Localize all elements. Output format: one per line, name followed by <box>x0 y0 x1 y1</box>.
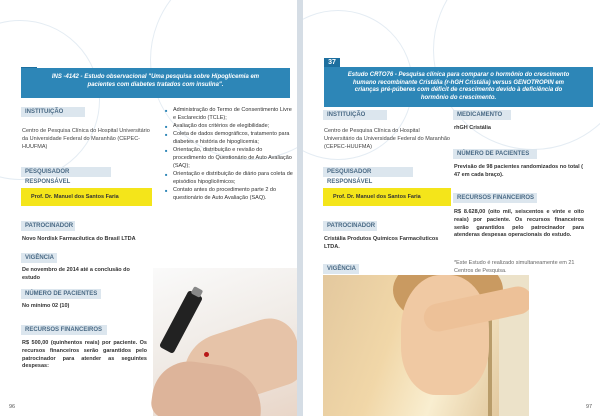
background-circle <box>0 20 100 180</box>
funds-text: R$ 500,00 (quinhentos reais) por paciente. Os recursos financeiros serão garantidos pelo patrocinador para atender as seguintes despesas: <box>22 340 147 370</box>
validity-label: VIGÊNCIA <box>323 264 359 274</box>
sponsor-text: Novo Nordisk Farmacêutica do Brasil LTDA <box>22 236 136 242</box>
researcher-name: Prof. Dr. Manuel dos Santos Faria <box>323 188 451 206</box>
institution-label: INSTITUIÇÃO <box>21 107 85 117</box>
drug-label: MEDICAMENTO <box>453 110 511 120</box>
funds-label: RECURSOS FINANCEIROS <box>21 325 107 335</box>
list-item: ■ Coleta de dados demográficos, tratamento para diabetes e história de hipoglicemia; <box>165 131 293 147</box>
page-number: 96 <box>9 404 16 410</box>
footnote: *Este Estudo é realizado simultaneamente em 21 Centros de Pesquisa. <box>454 260 575 274</box>
sponsor-label: PATROCINADOR <box>21 221 75 231</box>
patients-label: NÚMERO DE PACIENTES <box>21 289 101 299</box>
sponsor-text: Cristália Produtos Químicos Farmacêuticos LTDA. <box>324 236 439 250</box>
right-page <box>303 0 600 416</box>
institution-text: Centro de Pesquisa Clínica do Hospital Universitário da Universidade Federal do Maranhão (CEPEC-HUUFMA) <box>22 128 150 150</box>
patients-text: No mínimo 02 (10) <box>22 303 70 309</box>
patients-text: Previsão de 98 pacientes randomizados no total ( 47 em cada braço). <box>454 164 583 178</box>
growth-measurement-photo <box>323 275 529 416</box>
institution-text: Centro de Pesquisa Clínica do Hospital Universitário da Universidade Federal do Maranhão (CEPEC-HUUFMA) <box>324 128 450 150</box>
institution-label: INSTITUIÇÃO <box>323 110 387 120</box>
funds-label: RECURSOS FINANCEIROS <box>453 193 537 203</box>
left-page <box>0 0 297 416</box>
list-item: ■ Avaliação dos critérios de elegibilidade; <box>165 123 293 131</box>
researcher-label: PESQUISADOR RESPONSÁVEL <box>21 167 111 177</box>
researcher-name: Prof. Dr. Manuel dos Santos Faria <box>21 188 152 206</box>
patients-label: NÚMERO DE PACIENTES <box>453 149 537 159</box>
drug-text: rhGH Cristália <box>454 125 491 131</box>
page-number: 97 <box>586 404 593 410</box>
list-item: ■ Contato antes do procedimento parte 2 do questionário de Auto Avaliação (SAQ). <box>165 187 293 203</box>
study-number-badge: 37 <box>324 58 340 68</box>
researcher-label: PESQUISADOR RESPONSÁVEL <box>323 167 413 177</box>
list-item: ■ Orientação, distribuição e revisão do procedimento do Questionário de Auto Avaliação (SAQ); <box>165 147 293 170</box>
study-header: INS -4142 - Estudo observacional "Uma pesquisa sobre Hipoglicemia em pacientes com diabetes tratados com insulina". <box>21 68 290 98</box>
expense-list <box>165 107 293 204</box>
glucose-test-photo <box>153 268 297 416</box>
list-item: ■ Orientação e distribuição de diário para coleta de episódios hipoglicêmicos; <box>165 171 293 187</box>
funds-text: R$ 8.628,00 (oito mil, seiscentos e vinte e oito reais) por paciente. Os recursos financeiros serão garantidos pelo patrocinador para atenderas despesas operacionais do estudo. <box>454 209 584 239</box>
validity-text: De novembro de 2014 até a conclusão do estudo <box>22 267 130 281</box>
list-item: ■ Administração do Termo de Consentimento Livre e Esclarecido (TCLE); <box>165 107 293 123</box>
study-header: Estudo CRTO76 - Pesquisa clínica para comparar o hormônio do crescimento humano recombinante Cristália (r-hGH Cristália) versus GENOTROPIN em crianças pré-púberes com déficit de crescimento devido à deficiência do hormônio do crescimento. <box>324 67 593 107</box>
validity-label: VIGÊNCIA <box>21 253 57 263</box>
sponsor-label: PATROCINADOR <box>323 221 377 231</box>
